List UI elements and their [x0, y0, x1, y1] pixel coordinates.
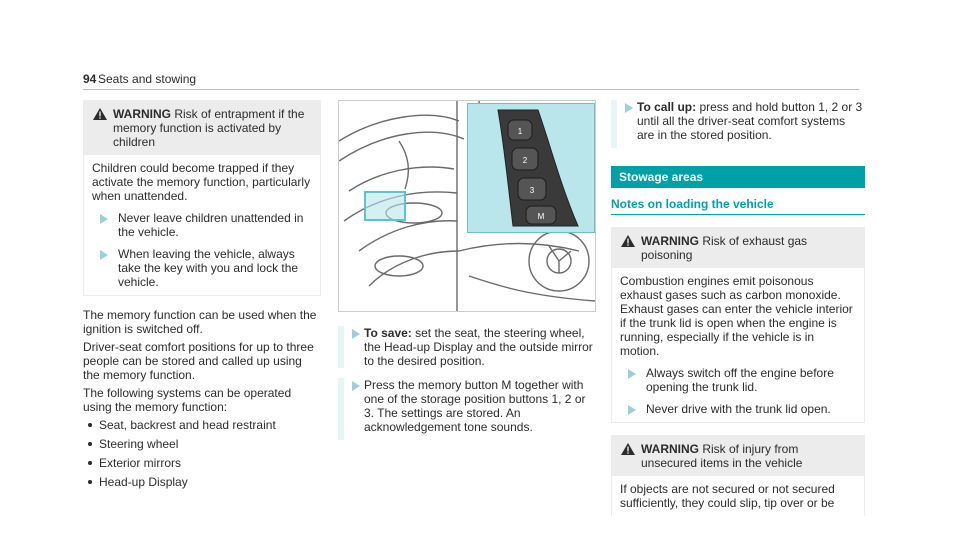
warning-label: WARNING — [113, 107, 171, 121]
list-item: Exterior mirrors — [83, 456, 321, 470]
warning-icon — [621, 443, 635, 455]
warning-title: Risk of exhaust gas poisoning — [641, 234, 808, 262]
list-item: Head-up Display — [83, 475, 321, 489]
step-arrow-icon — [100, 250, 108, 260]
warning-header — [83, 100, 321, 155]
warning-step-text: When leaving the vehicle, always take the key with you and lock the vehicle. — [118, 247, 299, 289]
warning-box-exhaust — [611, 227, 865, 423]
warning-label: WARNING — [641, 442, 699, 456]
page-number: 94 — [83, 72, 97, 86]
door-memory-figure — [338, 100, 596, 312]
system-list — [83, 418, 321, 489]
step-call-up — [611, 100, 865, 148]
button-label-m: M — [537, 212, 545, 221]
warning-box-entrapment — [83, 100, 321, 296]
memory-buttons-closeup — [468, 104, 594, 232]
step-arrow-icon — [352, 329, 360, 339]
paragraph: Driver-seat comfort positions for up to three people can be stored and called up using the memory function. — [83, 340, 314, 382]
warning-title: Risk of entrapment if the memory function is activated by children — [113, 107, 305, 149]
button-label-3: 3 — [529, 186, 535, 195]
memory-button-highlight — [364, 191, 406, 221]
warning-icon — [621, 235, 635, 247]
list-item: Seat, backrest and head restraint — [83, 418, 321, 432]
warning-title: Risk of injury from unsecured items in the vehicle — [641, 442, 803, 470]
header-rule — [83, 89, 859, 90]
warning-body — [611, 476, 865, 516]
warning-icon — [93, 108, 107, 120]
column-3 — [611, 100, 865, 516]
step-arrow-icon — [628, 369, 636, 379]
step-arrow-icon — [352, 381, 360, 391]
column-2 — [338, 100, 596, 440]
warning-header — [611, 227, 865, 268]
warning-step — [620, 366, 856, 394]
list-item: Steering wheel — [83, 437, 321, 451]
button-label-2: 2 — [522, 156, 528, 165]
warning-text: If objects are not secured or not secured sufficiently, they could slip, tip over or be — [620, 482, 835, 510]
warning-header — [611, 435, 865, 476]
step-press-memory — [338, 378, 596, 440]
warning-text: Children could become trapped if they activate the memory function, particularly when unattended. — [92, 161, 311, 203]
step-text: Press the memory button M together with one of the storage position buttons 1, 2 or 3. The settings are stored. An acknowledgement tone sounds. — [364, 378, 586, 434]
paragraph: The following systems can be operated using the memory function: — [83, 386, 292, 414]
step-text: press and hold button 1, 2 or 3 until all the driver-seat comfort systems are in the stored position. — [637, 100, 863, 142]
warning-label: WARNING — [641, 234, 699, 248]
warning-step-text: Never drive with the trunk lid open. — [646, 402, 831, 416]
paragraph: The memory function can be used when the ignition is switched off. — [83, 308, 317, 336]
warning-step-text: Always switch off the engine before opening the trunk lid. — [646, 366, 834, 394]
step-arrow-icon — [100, 214, 108, 224]
warning-box-unsecured — [611, 435, 865, 516]
step-label: To save: — [364, 326, 412, 340]
step-save — [338, 326, 596, 368]
warning-step — [92, 211, 312, 239]
section-title: Seats and stowing — [98, 72, 197, 86]
warning-step — [92, 247, 312, 289]
warning-text: Combustion engines emit poisonous exhaust gases such as carbon monoxide. Exhaust gases can enter the vehicle interior if the trunk lid is open when the engine is running, especially if the vehicle is in motion. — [620, 274, 853, 358]
warning-body — [83, 155, 321, 296]
button-label-1: 1 — [517, 127, 523, 136]
warning-body — [611, 268, 865, 423]
step-text: set the seat, the steering wheel, the Head-up Display and the outside mirror to the desired position. — [364, 326, 593, 368]
warning-step-text: Never leave children unattended in the vehicle. — [118, 211, 304, 239]
step-arrow-icon — [625, 103, 633, 113]
subheading: Notes on loading the vehicle — [611, 197, 865, 215]
step-label: To call up: — [637, 100, 697, 114]
button-zoom-inset — [467, 103, 595, 233]
column-1 — [83, 100, 321, 494]
step-arrow-icon — [628, 405, 636, 415]
warning-step — [620, 402, 856, 416]
section-heading: Stowage areas — [611, 166, 865, 188]
